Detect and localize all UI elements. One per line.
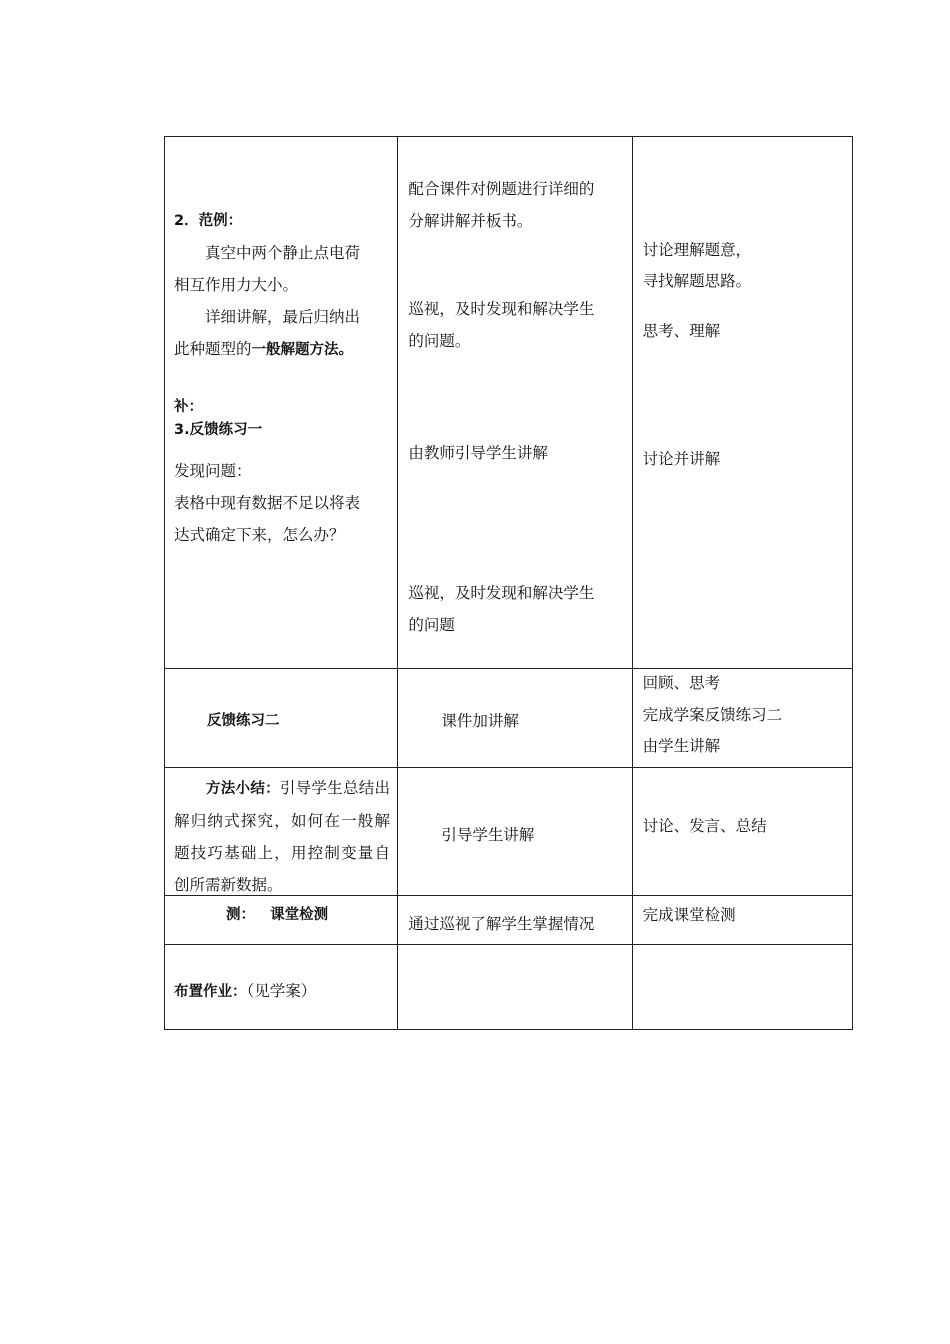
table-row xyxy=(165,896,853,945)
table-row xyxy=(165,669,853,768)
table-row xyxy=(165,137,853,669)
test-heading: 测： 课堂检测 xyxy=(226,907,329,923)
row1-activity-cell xyxy=(165,137,398,669)
teacher-text: 通过巡视了解学生掌握情况 xyxy=(408,915,595,933)
row1-student-cell xyxy=(632,137,852,669)
row3-activity-cell xyxy=(165,768,398,896)
row3-teacher-cell xyxy=(398,768,632,896)
teacher-line-1: 配合课件对例题进行详细的 xyxy=(408,180,595,198)
student-line-1: 回顾、思考 xyxy=(642,674,721,692)
supplement-label: 补： xyxy=(174,399,203,415)
row2-student-cell xyxy=(632,669,852,768)
method-summary-text: 引导学生总结出解归纳式探究，如何在一般解题技巧基础上，用控制变量自创所需新数据。 xyxy=(174,779,390,894)
detail-line-2-prefix: 此种题型的 xyxy=(174,340,252,358)
general-method-text: 一般解题方法。 xyxy=(251,342,354,358)
row5-activity-cell xyxy=(165,945,398,1030)
detail-line-1: 详细讲解，最后归纳出 xyxy=(205,308,361,326)
student-line-3: 由学生讲解 xyxy=(642,737,721,755)
homework-label: 布置作业： xyxy=(174,984,247,1000)
method-summary-label: 方法小结： xyxy=(206,781,280,797)
student-text: 完成课堂检测 xyxy=(642,906,736,924)
example-line-1: 真空中两个静止点电荷 xyxy=(205,244,361,262)
student-line-1: 讨论理解题意， xyxy=(642,241,752,259)
teacher-line-2: 分解讲解并板书。 xyxy=(408,212,533,230)
student-line-2: 完成学案反馈练习二 xyxy=(642,706,783,724)
student-line-3: 思考、理解 xyxy=(642,322,721,340)
row4-teacher-cell xyxy=(398,896,632,945)
feedback2-heading: 反馈练习二 xyxy=(207,713,280,729)
teacher-line-4: 的问题。 xyxy=(408,332,471,350)
row2-teacher-cell xyxy=(398,669,632,768)
teacher-line-3: 巡视，及时发现和解决学生 xyxy=(408,300,595,318)
teacher-line-7: 的问题 xyxy=(408,616,455,634)
row5-teacher-cell xyxy=(398,945,632,1030)
example-heading: 2．范例： xyxy=(174,213,243,229)
question-line-2: 达式确定下来，怎么办？ xyxy=(174,526,345,544)
table-row xyxy=(165,768,853,896)
teacher-text: 引导学生讲解 xyxy=(441,826,535,844)
student-text: 讨论、发言、总结 xyxy=(642,817,767,835)
student-line-2: 寻找解题思路。 xyxy=(642,272,752,290)
row4-activity-cell xyxy=(165,896,398,945)
feedback1-heading: 3.反馈练习一 xyxy=(174,422,263,438)
detail-line-2 xyxy=(174,333,353,366)
row5-student-cell xyxy=(632,945,852,1030)
question-line-1: 表格中现有数据不足以将表 xyxy=(174,494,361,512)
discover-label: 发现问题： xyxy=(174,462,252,480)
method-summary-paragraph xyxy=(174,772,390,901)
table-row xyxy=(165,945,853,1030)
homework-line xyxy=(174,975,316,1008)
lesson-plan-table xyxy=(164,136,853,1030)
teacher-line-6: 巡视，及时发现和解决学生 xyxy=(408,584,595,602)
row2-activity-cell xyxy=(165,669,398,768)
homework-note: （见学案） xyxy=(246,982,317,1000)
teacher-text: 课件加讲解 xyxy=(441,712,519,730)
row4-student-cell xyxy=(632,896,852,945)
teacher-line-5: 由教师引导学生讲解 xyxy=(408,444,548,462)
example-line-2: 相互作用力大小。 xyxy=(174,276,299,294)
row1-teacher-cell xyxy=(398,137,632,669)
row3-student-cell xyxy=(632,768,852,896)
student-line-4: 讨论并讲解 xyxy=(642,450,721,468)
